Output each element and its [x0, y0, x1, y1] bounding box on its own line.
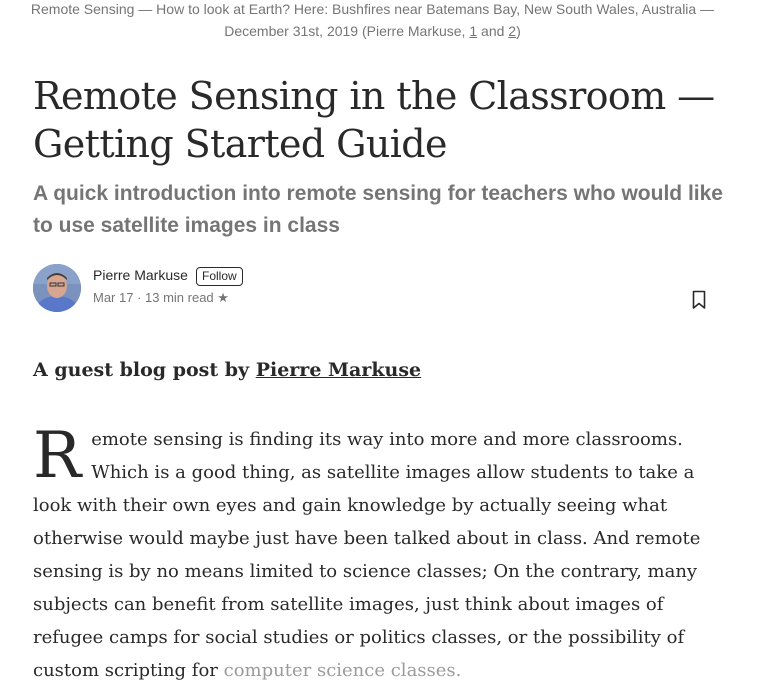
- caption-link-2[interactable]: 2: [508, 23, 517, 39]
- article-title: Remote Sensing in the Classroom — Getting Started Guide: [33, 74, 715, 166]
- author-name[interactable]: Pierre Markuse: [93, 267, 188, 283]
- post-date-readtime: Mar 17 · 13 min read: [93, 290, 214, 305]
- caption-link-1[interactable]: 1: [469, 23, 478, 39]
- body-faded-text: computer science classes.: [223, 660, 462, 681]
- drop-cap: R: [33, 419, 82, 493]
- caption-line-2: December 31st, 2019 (Pierre Markuse, 1 and 2): [224, 23, 521, 39]
- bookmark-icon[interactable]: [691, 290, 707, 310]
- guest-author-link[interactable]: Pierre Markuse: [255, 359, 422, 381]
- caption-line-1: Remote Sensing — How to look at Earth? Here: Bushfires near Batemans Bay, New South Wales, Australia —: [30, 1, 715, 17]
- avatar-image: [33, 264, 81, 312]
- post-meta: [93, 290, 229, 306]
- guest-post-line: A guest blog post by Pierre Markuse: [33, 359, 422, 381]
- article-body-paragraph: Remote sensing is finding its way into more and more classrooms. Which is a good thing, as satellite images allow students to take a look with their own eyes and gain knowledge by actually seeing what otherwise would maybe just have been talked about in class. And remote sensing is by no means limited to science classes; On the contrary, many subjects can benefit from satellite images, just think about images of refugee camps for social studies or politics classes, or the possibility of custom scripting for computer science classes.: [33, 419, 701, 681]
- follow-button[interactable]: Follow: [196, 267, 243, 286]
- image-caption: [20, 0, 725, 42]
- star-icon: ★: [217, 290, 229, 305]
- avatar[interactable]: [33, 264, 81, 312]
- article-subtitle: A quick introduction into remote sensing for teachers who would like to use satellite images in class: [33, 182, 723, 237]
